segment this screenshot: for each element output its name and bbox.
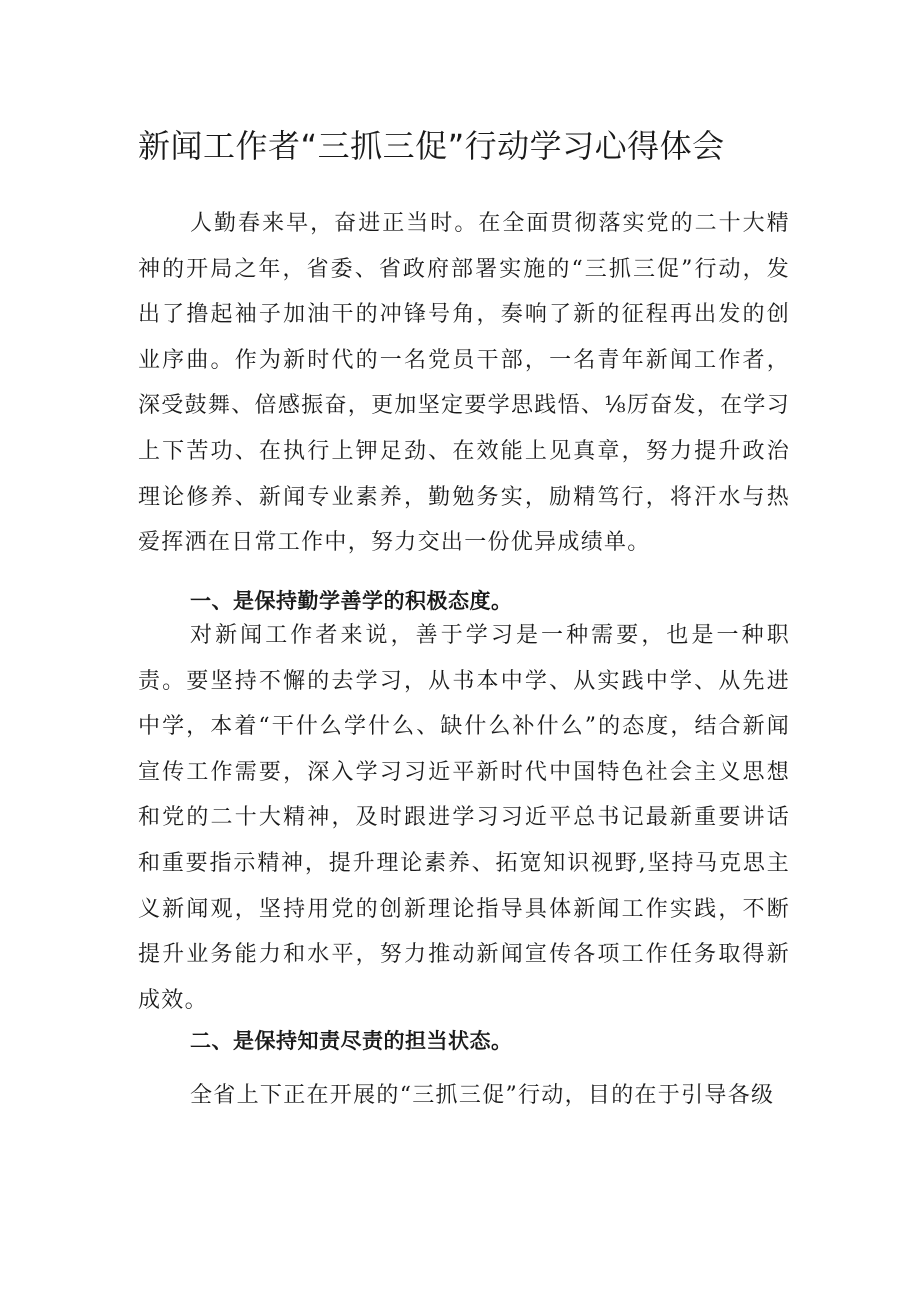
section-2-paragraph: 全省上下正在开展的“三抓三促”行动，目的在于引导各级 xyxy=(190,1083,775,1108)
document-title: 新闻工作者“三抓三促”行动学习心得体会 xyxy=(138,127,725,165)
section-1-paragraph: 对新闻工作者来说，善于学习是一种需要，也是一种职责。要坚持不懈的去学习，从书本中学、从实践中学、从先进中学，本着“干什么学什么、缺什么补什么”的态度，结合新闻宣传工作需要，深入学习习近平新时代中国特色社会主义思想和党的二十大精神，及时跟进学习习近平总书记最新重要讲话和重要指示精神，提升理论素养、拓宽知识视野,坚持马克思主义新闻观，坚持用党的创新理论指导具体新闻工作实践，不断提升业务能力和水平，努力推动新闻宣传各项工作任务取得新成效。 xyxy=(138,623,790,1013)
section-1-heading: 一、是保持勤学善学的积极态度。 xyxy=(190,589,513,613)
intro-paragraph: 人勤春来早，奋进正当时。在全面贯彻落实党的二十大精神的开局之年，省委、省政府部署实施的“三抓三促”行动，发出了撸起袖子加油干的冲锋号角，奏响了新的征程再出发的创业序曲。作为新时代的一名党员干部，一名青年新闻工作者，深受鼓舞、倍感振奋，更加坚定要学思践悟、⅛厉奋发，在学习上下苦功、在执行上钾足劲、在效能上见真章，努力提升政治理论修养、新闻专业素养，勤勉务实，励精笃行，将汗水与热爱挥洒在日常工作中，努力交出一份优异成绩单。 xyxy=(138,211,790,556)
section-2-heading: 二、是保持知责尽责的担当状态。 xyxy=(190,1029,513,1053)
